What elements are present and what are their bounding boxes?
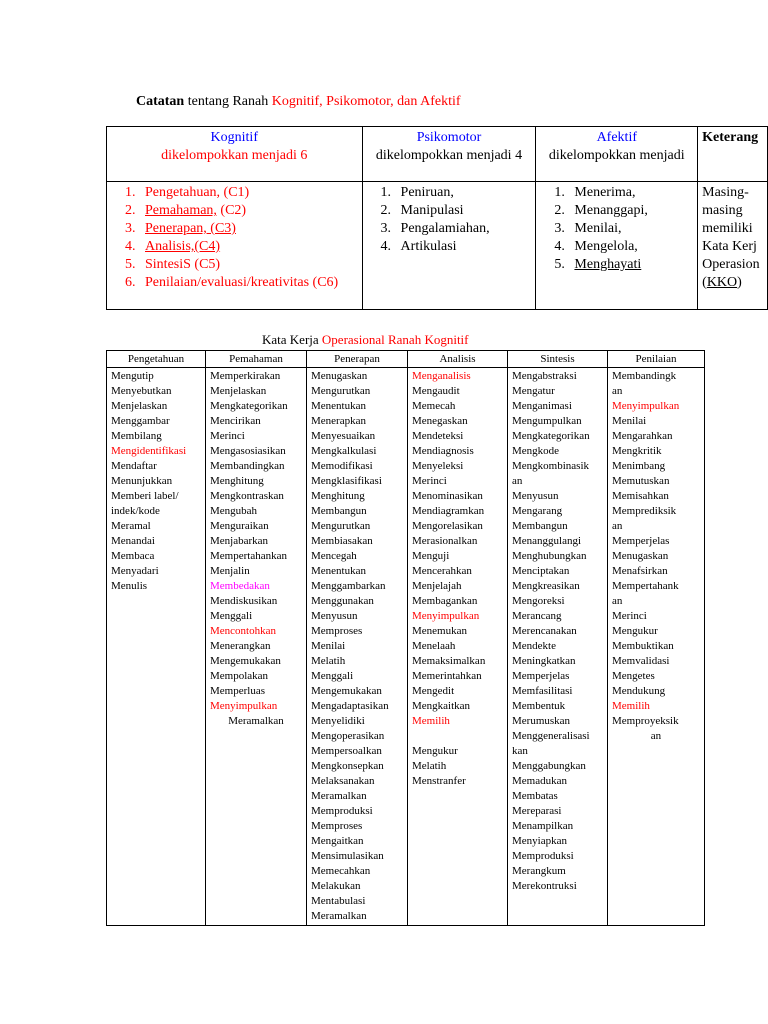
kko-verb: Menilai	[612, 415, 647, 427]
kko-verb: Mengkaitkan	[412, 700, 471, 712]
kko-verb: Memberi label/	[111, 490, 179, 502]
kko-verb: Menjelaskan	[210, 385, 267, 397]
kko-verb: Memprediksik	[612, 505, 677, 517]
kko-verb: Mempolakan	[210, 670, 269, 682]
keterangan-text	[702, 184, 763, 292]
kko-verb: Menggali	[210, 610, 253, 622]
kko-verb: Mengumpulkan	[512, 415, 582, 427]
kko-verb: Memecahkan	[311, 865, 371, 877]
keterangan-line: masing	[702, 203, 743, 218]
kko-verb: Mengkategorikan	[210, 400, 288, 412]
kko-verb: Memisahkan	[612, 490, 669, 502]
kko-verb: Mencegah	[311, 550, 357, 562]
kko-verb: Mengaitkan	[311, 835, 364, 847]
kko-verb: Menemukan	[412, 625, 467, 637]
kko-verb: Membandingkan	[210, 460, 285, 472]
afektif-list	[540, 184, 693, 274]
ranah-body-row	[107, 182, 768, 310]
kko-verb: an	[612, 520, 623, 532]
kko-verb: Membandingk	[612, 370, 677, 382]
psikomotor-header	[362, 127, 536, 182]
kko-header-analisis: Analisis	[408, 351, 508, 368]
kognitif-item-suffix: (C2)	[216, 203, 247, 218]
kko-verb: Memilih	[612, 700, 650, 712]
kko-verb: kan	[512, 745, 528, 757]
page-heading	[136, 94, 461, 110]
kko-verb: Memecah	[412, 400, 456, 412]
kko-verb: Mengadaptasikan	[311, 700, 389, 712]
kko-verb: Menulis	[111, 580, 148, 592]
kko-verb: Memperjelas	[612, 535, 670, 547]
kko-col-pengetahuan	[107, 368, 206, 926]
kko-verb: Menjabarkan	[210, 535, 269, 547]
kko-verb: Mengklasifikasi	[311, 475, 382, 487]
kko-verb: Memperkirakan	[210, 370, 281, 382]
kko-verb: Menyusun	[512, 490, 559, 502]
kko-verb: Menggambar	[111, 415, 170, 427]
kko-verb: Mengkategorikan	[512, 430, 590, 442]
kko-verb: Menganimasi	[512, 400, 572, 412]
kognitif-subtitle: dikelompokkan menjadi 6	[161, 148, 308, 163]
kognitif-item	[139, 274, 358, 292]
kko-verb: Mempersoalkan	[311, 745, 382, 757]
kko-verb: Membatas	[512, 790, 558, 802]
kko-verb: Melakukan	[311, 880, 361, 892]
kko-verb: Mengatur	[512, 385, 555, 397]
kko-verb: Mempertahank	[612, 580, 679, 592]
kko-verb: Menjalin	[210, 565, 250, 577]
kko-verb: Merinci	[412, 475, 447, 487]
kko-verb: Menerapkan	[311, 415, 366, 427]
kko-verb: Mengemukakan	[311, 685, 382, 697]
kko-verb: Mengkritik	[612, 445, 662, 457]
kko-verb: Mensimulasikan	[311, 850, 384, 862]
kko-verb: Menguraikan	[210, 520, 269, 532]
kko-verb: Mengoperasikan	[311, 730, 385, 742]
kko-verb: Membuktikan	[612, 640, 674, 652]
kko-verb: Mengedit	[412, 685, 455, 697]
kko-verb: Menggunakan	[311, 595, 374, 607]
kko-header-penilaian: Penilaian	[608, 351, 705, 368]
kognitif-item-text: Analisis,(C4)	[145, 239, 221, 254]
kko-verb: Memproyeksik	[612, 715, 679, 727]
kko-verb: Memproduksi	[512, 850, 574, 862]
kko-verb: Mempertahankan	[210, 550, 287, 562]
kko-verb: Menugaskan	[311, 370, 368, 382]
kko-header-sintesis: Sintesis	[508, 351, 608, 368]
afektif-cell	[536, 182, 698, 310]
kko-verb: Merasionalkan	[412, 535, 478, 547]
kko-verb: Menyusun	[311, 610, 358, 622]
kko-verb: Mengurutkan	[311, 520, 371, 532]
kko-verb: Mentabulasi	[311, 895, 366, 907]
kko-header-pengetahuan: Pengetahuan	[107, 351, 206, 368]
kko-verb: Mencontohkan	[210, 625, 276, 637]
kko-verb: Menilai	[311, 640, 346, 652]
kko-verb: Mendeteksi	[412, 430, 464, 442]
kko-verb: Menelaah	[412, 640, 456, 652]
kko-verb: Mendiagnosis	[412, 445, 474, 457]
psikomotor-item: 1. Peniruan,	[395, 184, 532, 202]
kko-verb: Mengkreasikan	[512, 580, 580, 592]
keterangan-line: Masing-	[702, 185, 749, 200]
kko-verb: Menegaskan	[412, 415, 468, 427]
kko-verb: Memutuskan	[612, 475, 670, 487]
heading-plain: tentang Ranah	[184, 94, 272, 109]
afektif-subtitle: dikelompokkan menjadi	[548, 148, 685, 163]
kko-verb: Memaksimalkan	[412, 655, 486, 667]
kognitif-item-text: Pengetahuan, (C1)	[145, 185, 250, 200]
kko-abbrev: KKO	[706, 275, 738, 290]
kko-verb: Mendaftar	[111, 460, 157, 472]
ranah-header-row	[107, 127, 768, 182]
kko-verb: Menominasikan	[412, 490, 483, 502]
kko-verb: Menyiapkan	[512, 835, 567, 847]
kko-verb: Merencanakan	[512, 625, 577, 637]
kognitif-item-text: Pemahaman,	[145, 203, 217, 218]
kko-body-row	[107, 368, 705, 926]
kko-verb: Membilang	[111, 430, 162, 442]
kognitif-item-text: Penerapan, (C3)	[145, 221, 236, 236]
kko-verb: Membaca	[111, 550, 155, 562]
kko-header-row	[107, 351, 705, 368]
kko-verb: Membangun	[311, 505, 367, 517]
kko-verb: Menyimpulkan	[412, 610, 480, 622]
kko-verb: Mencerahkan	[412, 565, 472, 577]
kko-verb: Mendekte	[512, 640, 556, 652]
keterangan-title: Keterang	[702, 130, 759, 145]
kko-verb: Menentukan	[311, 565, 366, 577]
kko-verb: Merangkum	[512, 865, 566, 877]
heading-red: Kognitif, Psikomotor, dan Afektif	[271, 94, 461, 109]
kko-verb: Mengetes	[612, 670, 655, 682]
keterangan-line: memiliki	[702, 221, 753, 236]
kognitif-list	[111, 184, 358, 292]
kko-verb: Menunjukkan	[111, 475, 173, 487]
kko-verb: Mengemukakan	[210, 655, 281, 667]
kko-verb: Merekontruksi	[512, 880, 577, 892]
kko-title-red: Operasional Ranah Kognitif	[321, 332, 469, 347]
psikomotor-title: Psikomotor	[416, 130, 482, 145]
psikomotor-subtitle: dikelompokkan menjadi 4	[375, 148, 523, 163]
kko-verb: Menggali	[311, 670, 354, 682]
kko-header-pemahaman: Pemahaman	[206, 351, 307, 368]
kko-verb: Menyesuaikan	[311, 430, 376, 442]
psikomotor-item: 2. Manipulasi	[395, 202, 532, 220]
kko-verb: Mengkalkulasi	[311, 445, 377, 457]
kko-verb: Membiasakan	[311, 535, 373, 547]
kko-verb: Memfasilitasi	[512, 685, 573, 697]
kko-table	[106, 350, 705, 926]
afektif-item: 1. Menerima,	[568, 184, 693, 202]
kko-verb: Menimbang	[612, 460, 666, 472]
psikomotor-item: 4. Artikulasi	[395, 238, 532, 256]
kko-verb: Menentukan	[311, 400, 366, 412]
kko-verb: Menanggulangi	[512, 535, 582, 547]
kko-verb: Memproses	[311, 820, 363, 832]
keterangan-line: Kata Kerj	[702, 239, 757, 254]
heading-bold: Catatan	[136, 94, 185, 109]
kko-verb: Meramalkan	[311, 910, 367, 922]
psikomotor-list	[367, 184, 532, 256]
kko-verb: Mengubah	[210, 505, 258, 517]
kko-verb: Menstranfer	[412, 775, 466, 787]
ranah-table	[106, 126, 768, 310]
afektif-header	[536, 127, 698, 182]
kko-verb: Mengasosiasikan	[210, 445, 286, 457]
kko-verb: Mengkombinasik	[512, 460, 589, 472]
kko-verb: Mencirikan	[210, 415, 261, 427]
kko-verb: Mengabstraksi	[512, 370, 577, 382]
kko-verb: Menciptakan	[512, 565, 570, 577]
kko-title-plain: Kata Kerja	[262, 332, 322, 347]
kko-col-sintesis	[508, 368, 608, 926]
kko-verb	[412, 729, 503, 744]
kognitif-item	[139, 256, 358, 274]
kko-verb: Menyadari	[111, 565, 159, 577]
kko-verb: Memperluas	[210, 685, 265, 697]
kko-verb: an	[650, 730, 662, 742]
kko-verb: Merumuskan	[512, 715, 571, 727]
kko-verb: Mengorelasikan	[412, 520, 483, 532]
kko-verb: Melatih	[311, 655, 346, 667]
kko-verb: Mendiskusikan	[210, 595, 278, 607]
kko-verb: Membedakan	[210, 580, 270, 592]
kko-verb: Merinci	[210, 430, 245, 442]
kko-col-penerapan	[307, 368, 408, 926]
kko-verb: Meramal	[111, 520, 151, 532]
kko-verb: Menyimpulkan	[612, 400, 680, 412]
kko-verb: Memperjelas	[512, 670, 570, 682]
kko-verb: Menggambarkan	[311, 580, 386, 592]
afektif-item: 3. Menilai,	[568, 220, 693, 238]
kko-verb: Mendukung	[612, 685, 666, 697]
kognitif-item	[139, 184, 358, 202]
kko-verb: Menyebutkan	[111, 385, 172, 397]
kko-verb: Menghubungkan	[512, 550, 587, 562]
kko-title	[262, 332, 469, 348]
kko-verb: Melaksanakan	[311, 775, 375, 787]
kko-verb: indek/kode	[111, 505, 160, 517]
kko-verb: Mengarahkan	[612, 430, 673, 442]
kko-verb: an	[512, 475, 523, 487]
keterangan-cell	[698, 182, 768, 310]
kko-verb: Menyelidiki	[311, 715, 365, 727]
kko-verb: an	[612, 595, 623, 607]
kko-verb: Mengukur	[612, 625, 658, 637]
kko-verb: Mengoreksi	[512, 595, 565, 607]
kko-verb: an	[612, 385, 623, 397]
kko-verb: Memadukan	[512, 775, 567, 787]
kko-verb: Memerintahkan	[412, 670, 482, 682]
kko-header-penerapan: Penerapan	[307, 351, 408, 368]
kko-verb: Mendiagramkan	[412, 505, 485, 517]
kko-verb: Memproses	[311, 625, 363, 637]
kko-verb: Mengukur	[412, 745, 458, 757]
kko-col-analisis	[408, 368, 508, 926]
kko-verb: Mengidentifikasi	[111, 445, 187, 457]
kognitif-item-text: SintesiS (C5)	[145, 257, 221, 272]
kognitif-item	[139, 220, 358, 238]
kko-verb: Mengarang	[512, 505, 563, 517]
kko-verb: Mengkontraskan	[210, 490, 284, 502]
kko-verb: Mengurutkan	[311, 385, 371, 397]
kko-verb: Menugaskan	[612, 550, 669, 562]
kko-verb: Meningkatkan	[512, 655, 576, 667]
kko-verb: Mengkonsepkan	[311, 760, 384, 772]
afektif-item: 4. Mengelola,	[568, 238, 693, 256]
kko-verb: Menghitung	[311, 490, 365, 502]
kko-verb: Menjelaskan	[111, 400, 168, 412]
kko-col-pemahaman	[206, 368, 307, 926]
kko-verb: Menggeneralisasi	[512, 730, 590, 742]
kognitif-item	[139, 238, 358, 256]
kognitif-item-text: Penilaian/evaluasi/kreativitas (C6)	[145, 275, 339, 290]
kko-verb: Mengutip	[111, 370, 154, 382]
afektif-title: Afektif	[596, 130, 637, 145]
kko-verb: Membentuk	[512, 700, 566, 712]
kko-verb: Menyeleksi	[412, 460, 464, 472]
kko-verb: Membangun	[512, 520, 568, 532]
kko-verb: Meramalkan	[228, 715, 284, 727]
kko-verb: Menggabungkan	[512, 760, 586, 772]
kko-verb: Menjelajah	[412, 580, 462, 592]
kko-verb: Memproduksi	[311, 805, 373, 817]
psikomotor-cell	[362, 182, 536, 310]
kko-verb: Merancang	[512, 610, 562, 622]
kko-verb: Menghitung	[210, 475, 264, 487]
kko-verb: Melatih	[412, 760, 447, 772]
kko-verb: Memilih	[412, 715, 450, 727]
keterangan-line: Operasion	[702, 257, 760, 272]
kko-verb: Memodifikasi	[311, 460, 373, 472]
kko-verb: Menampilkan	[512, 820, 574, 832]
kko-verb: Menafsirkan	[612, 565, 668, 577]
kko-col-penilaian	[608, 368, 705, 926]
kognitif-cell	[107, 182, 363, 310]
afektif-item: 2. Menanggapi,	[568, 202, 693, 220]
kko-verb: Membagankan	[412, 595, 478, 607]
kko-verb: Mengaudit	[412, 385, 460, 397]
kognitif-header	[107, 127, 363, 182]
kko-verb: Mereparasi	[512, 805, 562, 817]
kko-verb: Merinci	[612, 610, 647, 622]
kko-verb: Memvalidasi	[612, 655, 670, 667]
kko-verb: Mengkode	[512, 445, 560, 457]
kko-verb: Menerangkan	[210, 640, 271, 652]
kko-verb: Meramalkan	[311, 790, 367, 802]
kko-verb: Menganalisis	[412, 370, 471, 382]
kko-verb: Menyimpulkan	[210, 700, 278, 712]
psikomotor-item: 3. Pengalamiahan,	[395, 220, 532, 238]
kognitif-item	[139, 202, 358, 220]
keterangan-header	[698, 127, 768, 182]
kognitif-title: Kognitif	[210, 130, 258, 145]
kko-verb: Menguji	[412, 550, 450, 562]
keterangan-line: (KKO)	[702, 275, 742, 290]
afektif-item: 5. Menghayati	[568, 256, 693, 274]
kko-verb: Menandai	[111, 535, 155, 547]
